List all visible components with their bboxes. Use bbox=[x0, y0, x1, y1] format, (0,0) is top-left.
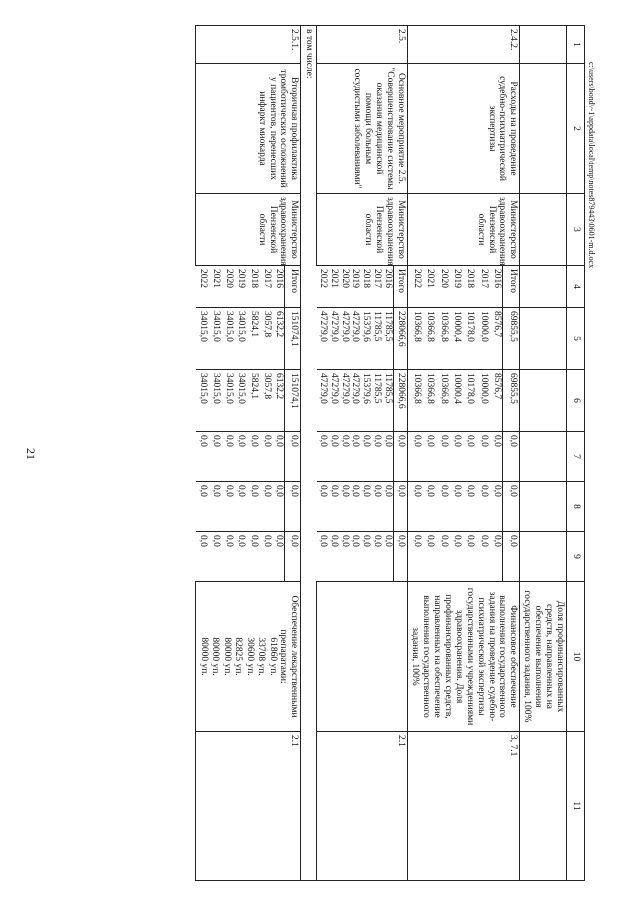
year: 2017 bbox=[475, 266, 488, 308]
value-c8: 0,0 bbox=[382, 482, 393, 532]
value-c6: 10366,8 bbox=[408, 370, 422, 432]
page-number: 21 bbox=[24, 448, 38, 460]
col-1: 1 bbox=[567, 26, 585, 64]
value-c5: 10366,8 bbox=[408, 308, 422, 370]
value-c8: 0,0 bbox=[196, 482, 209, 532]
table-row bbox=[503, 26, 520, 881]
col-2: 2 bbox=[567, 64, 585, 194]
indicator bbox=[317, 582, 408, 732]
value-c6: 11785,5 bbox=[382, 370, 393, 432]
year: 2021 bbox=[422, 266, 435, 308]
value-c9: 0,0 bbox=[208, 532, 221, 582]
col-8: 8 bbox=[567, 482, 585, 532]
column-number-row bbox=[567, 26, 585, 881]
item-name: Основное мероприятие 2.5. "Совершенствование системы оказания медицинской помощи больным сосудистыми заболеваниями" bbox=[317, 64, 408, 194]
value-c8: 0,0 bbox=[462, 482, 475, 532]
value-c9: 0,0 bbox=[422, 532, 435, 582]
total-c8: 0,0 bbox=[285, 482, 301, 532]
in-that-number: в том числе: bbox=[301, 26, 317, 881]
year: 2016 bbox=[489, 266, 503, 308]
total-c5: 69855,5 bbox=[503, 308, 520, 370]
value-c6: 6132,2 bbox=[272, 370, 285, 432]
indicator-value: 61860 уп. bbox=[267, 637, 278, 676]
value-c6: 15379,6 bbox=[360, 370, 371, 432]
year: 2022 bbox=[196, 266, 209, 308]
item-name: Вторичная профилактика тромботических осложнений у пациентов, перенесших инфаркт миокарда bbox=[196, 64, 301, 194]
indicator-value: 80000 уп. bbox=[210, 637, 221, 676]
value-c5: 5824,1 bbox=[246, 308, 259, 370]
value-c8: 0,0 bbox=[422, 482, 435, 532]
value-c8: 0,0 bbox=[221, 482, 234, 532]
value-c8: 0,0 bbox=[475, 482, 488, 532]
reference: 2.1 bbox=[196, 732, 301, 881]
item-number: 2.5. bbox=[317, 26, 408, 64]
value-c5: 10178,0 bbox=[462, 308, 475, 370]
footer-file-path: c:\users\bond\~1\appdata\local\temp\notes879443\0601-m.d.ocx bbox=[587, 62, 596, 269]
total-c7: 0,0 bbox=[285, 432, 301, 482]
value-c8: 0,0 bbox=[350, 482, 361, 532]
total-label: Итого bbox=[394, 266, 408, 308]
value-c5: 8576,7 bbox=[489, 308, 503, 370]
year: 2016 bbox=[272, 266, 285, 308]
col-3: 3 bbox=[567, 194, 585, 266]
value-c6: 3057,8 bbox=[259, 370, 272, 432]
value-c6: 10366,8 bbox=[435, 370, 448, 432]
item-number: 2.4.2. bbox=[408, 26, 520, 64]
value-c5: 34015,0 bbox=[196, 308, 209, 370]
value-c8: 0,0 bbox=[328, 482, 339, 532]
value-c6: 5824,1 bbox=[246, 370, 259, 432]
value-c6: 11785,5 bbox=[371, 370, 382, 432]
value-c9: 0,0 bbox=[272, 532, 285, 582]
indicator: Финансовое обеспечение выполнения государственного задания на проведение судебно-психиатрической экспертизы государственными учреждениями здравоохранения. Доля профинансированных средств, направленных на обеспечение выполнения государственного задания, 100% bbox=[408, 582, 520, 732]
value-c9: 0,0 bbox=[196, 532, 209, 582]
executor: Министерство здравоохранения Пензенской области bbox=[408, 194, 520, 266]
value-c9: 0,0 bbox=[317, 532, 328, 582]
value-c6: 8576,7 bbox=[489, 370, 503, 432]
row-group bbox=[196, 26, 301, 881]
value-c5: 15379,6 bbox=[360, 308, 371, 370]
col-4: 4 bbox=[567, 266, 585, 308]
year: 2018 bbox=[462, 266, 475, 308]
reference: 2.1 bbox=[317, 732, 408, 881]
indicator-value: 33708 уп. bbox=[256, 637, 267, 676]
value-c7: 0,0 bbox=[435, 432, 448, 482]
value-c5: 34015,0 bbox=[234, 308, 247, 370]
value-c5: 10366,8 bbox=[435, 308, 448, 370]
value-c5: 3057,8 bbox=[259, 308, 272, 370]
col-6: 6 bbox=[567, 370, 585, 432]
value-c8: 0,0 bbox=[234, 482, 247, 532]
total-c9: 0,0 bbox=[285, 532, 301, 582]
value-c6: 10178,0 bbox=[462, 370, 475, 432]
year: 2019 bbox=[350, 266, 361, 308]
value-c9: 0,0 bbox=[339, 532, 350, 582]
value-c7: 0,0 bbox=[328, 432, 339, 482]
continuation-row bbox=[520, 26, 567, 881]
value-c6: 10366,8 bbox=[422, 370, 435, 432]
value-c8: 0,0 bbox=[435, 482, 448, 532]
indicator-value: 80000 уп. bbox=[198, 637, 209, 676]
year: 2022 bbox=[408, 266, 422, 308]
value-c8: 0,0 bbox=[360, 482, 371, 532]
value-c7: 0,0 bbox=[371, 432, 382, 482]
value-c9: 0,0 bbox=[234, 532, 247, 582]
value-c9: 0,0 bbox=[328, 532, 339, 582]
value-c5: 34015,0 bbox=[221, 308, 234, 370]
indicator-value: 80000 уп. bbox=[221, 637, 232, 676]
in-that-number-row bbox=[301, 26, 317, 881]
value-c7: 0,0 bbox=[208, 432, 221, 482]
total-c7: 0,0 bbox=[503, 432, 520, 482]
year: 2018 bbox=[360, 266, 371, 308]
col-11: 11 bbox=[567, 732, 585, 881]
year: 2017 bbox=[371, 266, 382, 308]
rotated-table-container bbox=[85, 25, 585, 880]
row-group bbox=[408, 26, 520, 881]
value-c7: 0,0 bbox=[408, 432, 422, 482]
indicator-value: 30600 уп. bbox=[244, 637, 255, 676]
value-c8: 0,0 bbox=[408, 482, 422, 532]
value-c6: 47279,0 bbox=[328, 370, 339, 432]
year: 2017 bbox=[259, 266, 272, 308]
executor: Министерство здравоохранения Пензенской области bbox=[317, 194, 408, 266]
value-c5: 11785,5 bbox=[371, 308, 382, 370]
value-c9: 0,0 bbox=[246, 532, 259, 582]
item-name: Расходы на проведение судебно-психиатрической экспертизы bbox=[408, 64, 520, 194]
value-c5: 11785,5 bbox=[382, 308, 393, 370]
col-5: 5 bbox=[567, 308, 585, 370]
total-c8: 0,0 bbox=[394, 482, 408, 532]
year: 2019 bbox=[449, 266, 462, 308]
value-c9: 0,0 bbox=[382, 532, 393, 582]
value-c5: 34015,0 bbox=[208, 308, 221, 370]
value-c6: 34015,0 bbox=[196, 370, 209, 432]
value-c8: 0,0 bbox=[208, 482, 221, 532]
value-c7: 0,0 bbox=[422, 432, 435, 482]
value-c8: 0,0 bbox=[449, 482, 462, 532]
total-label: Итого bbox=[285, 266, 301, 308]
total-c9: 0,0 bbox=[394, 532, 408, 582]
value-c9: 0,0 bbox=[408, 532, 422, 582]
value-c9: 0,0 bbox=[449, 532, 462, 582]
value-c7: 0,0 bbox=[221, 432, 234, 482]
year: 2020 bbox=[339, 266, 350, 308]
col-9: 9 bbox=[567, 532, 585, 582]
value-c7: 0,0 bbox=[475, 432, 488, 482]
col-7: 7 bbox=[567, 432, 585, 482]
executor: Министерство здравоохранения Пензенской области bbox=[196, 194, 301, 266]
indicator-value: 82825 уп. bbox=[233, 637, 244, 676]
value-c9: 0,0 bbox=[462, 532, 475, 582]
value-c5: 10366,8 bbox=[422, 308, 435, 370]
value-c7: 0,0 bbox=[259, 432, 272, 482]
value-c8: 0,0 bbox=[272, 482, 285, 532]
table-row bbox=[394, 26, 408, 881]
value-c6: 47279,0 bbox=[350, 370, 361, 432]
value-c7: 0,0 bbox=[234, 432, 247, 482]
value-c5: 47279,0 bbox=[350, 308, 361, 370]
value-c6: 34015,0 bbox=[221, 370, 234, 432]
year: 2019 bbox=[234, 266, 247, 308]
value-c7: 0,0 bbox=[449, 432, 462, 482]
budget-table bbox=[195, 25, 585, 881]
value-c8: 0,0 bbox=[259, 482, 272, 532]
col-10: 10 bbox=[567, 582, 585, 732]
total-c7: 0,0 bbox=[394, 432, 408, 482]
table-row bbox=[285, 26, 301, 881]
total-c9: 0,0 bbox=[503, 532, 520, 582]
item-number: 2.5.1. bbox=[196, 26, 301, 64]
value-c6: 47279,0 bbox=[317, 370, 328, 432]
total-c6: 151074,1 bbox=[285, 370, 301, 432]
value-c5: 47279,0 bbox=[328, 308, 339, 370]
value-c8: 0,0 bbox=[339, 482, 350, 532]
reference: 3, 7.1 bbox=[408, 732, 520, 881]
value-c7: 0,0 bbox=[272, 432, 285, 482]
value-c9: 0,0 bbox=[360, 532, 371, 582]
value-c6: 34015,0 bbox=[208, 370, 221, 432]
value-c7: 0,0 bbox=[350, 432, 361, 482]
value-c7: 0,0 bbox=[462, 432, 475, 482]
value-c9: 0,0 bbox=[475, 532, 488, 582]
value-c9: 0,0 bbox=[371, 532, 382, 582]
top-indicator: Доля профинансированных средств, направленных на обеспечение выполнения государственного задания, 100% bbox=[520, 582, 567, 732]
value-c5: 10000,0 bbox=[475, 308, 488, 370]
year: 2020 bbox=[221, 266, 234, 308]
value-c5: 10000,4 bbox=[449, 308, 462, 370]
value-c6: 10000,0 bbox=[475, 370, 488, 432]
total-c6: 69855,5 bbox=[503, 370, 520, 432]
value-c7: 0,0 bbox=[382, 432, 393, 482]
value-c8: 0,0 bbox=[489, 482, 503, 532]
value-c7: 0,0 bbox=[246, 432, 259, 482]
year: 2018 bbox=[246, 266, 259, 308]
row-group bbox=[317, 26, 408, 881]
value-c9: 0,0 bbox=[489, 532, 503, 582]
year: 2021 bbox=[328, 266, 339, 308]
value-c5: 6132,2 bbox=[272, 308, 285, 370]
total-c5: 151074,1 bbox=[285, 308, 301, 370]
value-c8: 0,0 bbox=[371, 482, 382, 532]
value-c6: 34015,0 bbox=[234, 370, 247, 432]
value-c7: 0,0 bbox=[489, 432, 503, 482]
indicator: Обеспечение лекарственными препаратами: 61860 уп. 33708 уп. 30600 уп. 82825 уп. 80000 уп. 80000 уп. 80000 уп. bbox=[196, 582, 301, 732]
value-c5: 47279,0 bbox=[339, 308, 350, 370]
year: 2021 bbox=[208, 266, 221, 308]
value-c8: 0,0 bbox=[317, 482, 328, 532]
value-c6: 47279,0 bbox=[339, 370, 350, 432]
year: 2016 bbox=[382, 266, 393, 308]
value-c9: 0,0 bbox=[350, 532, 361, 582]
year: 2022 bbox=[317, 266, 328, 308]
total-label: Итого bbox=[503, 266, 520, 308]
value-c7: 0,0 bbox=[317, 432, 328, 482]
total-c6: 228066,6 bbox=[394, 370, 408, 432]
total-c8: 0,0 bbox=[503, 482, 520, 532]
value-c9: 0,0 bbox=[221, 532, 234, 582]
value-c5: 47279,0 bbox=[317, 308, 328, 370]
value-c6: 10000,4 bbox=[449, 370, 462, 432]
value-c8: 0,0 bbox=[246, 482, 259, 532]
value-c7: 0,0 bbox=[360, 432, 371, 482]
value-c9: 0,0 bbox=[435, 532, 448, 582]
total-c5: 228066,6 bbox=[394, 308, 408, 370]
year: 2020 bbox=[435, 266, 448, 308]
value-c7: 0,0 bbox=[196, 432, 209, 482]
value-c7: 0,0 bbox=[339, 432, 350, 482]
value-c9: 0,0 bbox=[259, 532, 272, 582]
